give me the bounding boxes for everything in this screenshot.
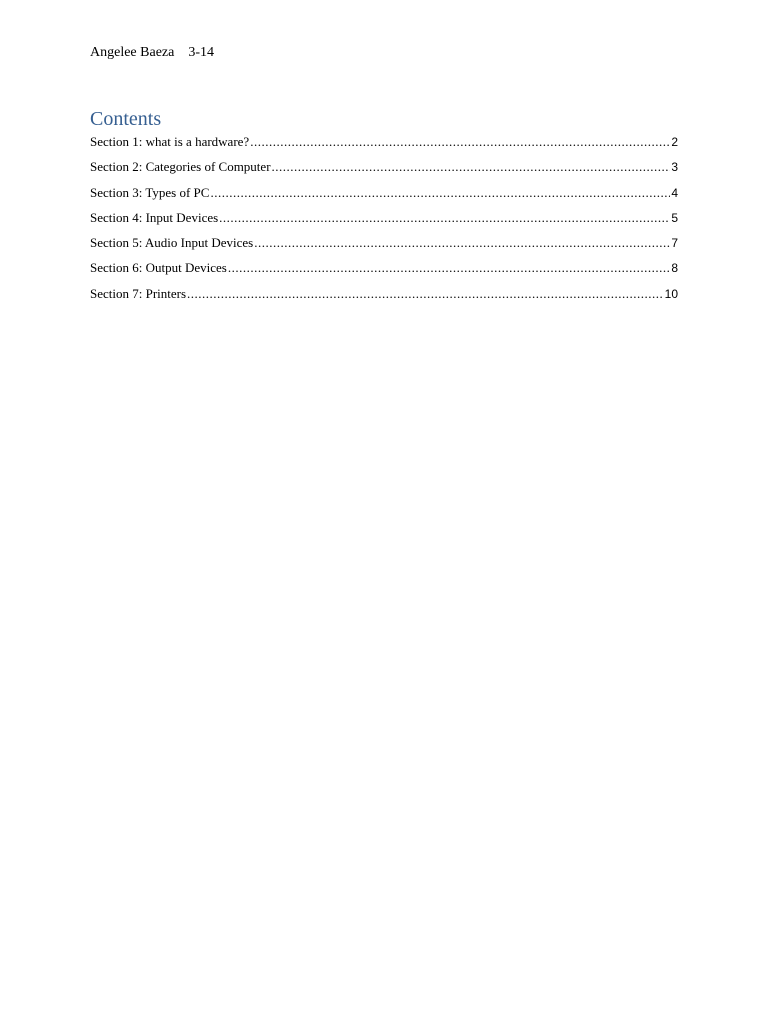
toc-dot-leader xyxy=(210,185,670,201)
toc-dot-leader xyxy=(254,235,670,251)
toc-entry-page-number: 3 xyxy=(671,160,678,175)
toc-entry-label: Section 3: Types of PC xyxy=(90,184,210,200)
toc-entry-section-3[interactable] xyxy=(90,185,678,210)
page-header xyxy=(90,45,214,61)
toc-title: Contents xyxy=(90,108,162,130)
toc-dot-leader xyxy=(250,134,670,150)
header-date: 3-14 xyxy=(188,45,215,60)
toc-entry-section-6[interactable] xyxy=(90,260,678,285)
toc-dot-leader xyxy=(228,260,670,276)
toc-entry-section-5[interactable] xyxy=(90,235,678,260)
toc-entry-page-number: 2 xyxy=(671,135,678,149)
toc-entry-label: Section 7: Printers xyxy=(90,285,187,301)
toc-entry-page-number: 4 xyxy=(671,185,678,200)
toc-dot-leader xyxy=(219,210,670,226)
toc-dot-leader xyxy=(187,286,664,302)
toc-entry-label: Section 4: Input Devices xyxy=(90,209,219,225)
toc-entry-page-number: 5 xyxy=(671,210,678,225)
toc-entry-page-number: 7 xyxy=(671,236,678,251)
table-of-contents xyxy=(90,134,678,311)
toc-entry-label: Section 5: Audio Input Devices xyxy=(90,235,254,251)
toc-entry-section-7[interactable] xyxy=(90,286,678,311)
toc-entry-label: Section 2: Categories of Computer xyxy=(90,159,271,175)
toc-entry-page-number: 10 xyxy=(664,286,678,301)
toc-entry-label: Section 1: what is a hardware? xyxy=(90,134,250,149)
toc-entry-page-number: 8 xyxy=(671,261,678,276)
author-name: Angelee Baeza xyxy=(90,45,175,60)
toc-entry-section-4[interactable] xyxy=(90,210,678,235)
toc-entry-section-1[interactable] xyxy=(90,134,678,159)
toc-dot-leader xyxy=(272,159,671,175)
toc-entry-label: Section 6: Output Devices xyxy=(90,260,227,276)
toc-entry-section-2[interactable] xyxy=(90,159,678,184)
